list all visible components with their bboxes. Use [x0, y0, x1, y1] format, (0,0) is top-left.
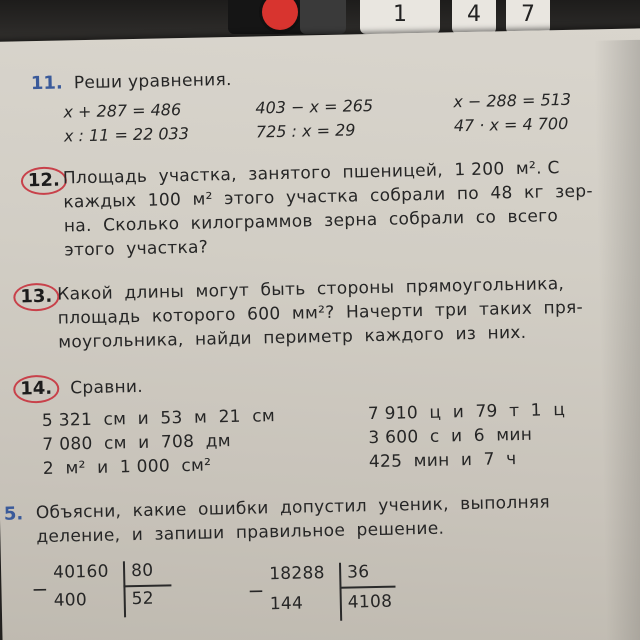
minus-sign: − — [31, 576, 49, 602]
text-line: Площадь участка, занятого пшеницей, 1 200 м². С — [62, 158, 560, 189]
exercise-15 — [4, 503, 24, 524]
calculator-key-4: 4 — [452, 0, 496, 34]
equation: x : 11 = 22 033 — [63, 123, 190, 146]
text-line: деление, и запиши правильное решение. — [36, 518, 445, 548]
equation: x − 288 = 513 — [453, 89, 572, 112]
exercise-number: 12. — [21, 166, 67, 195]
text-line: Объясни, какие ошибки допустил ученик, выполняя — [35, 492, 551, 524]
exercise-title: Сравни. — [70, 376, 144, 399]
divisor: 36 — [346, 562, 370, 583]
equation: 725 : x = 29 — [255, 120, 356, 142]
exercise-number: 13. — [13, 283, 59, 312]
text-line: этого участка? — [64, 237, 209, 261]
exercise-title: Реши уравнения. — [73, 69, 232, 94]
exercise-14 — [13, 373, 143, 404]
calculator-key — [300, 0, 346, 34]
minus-sign: − — [247, 578, 265, 603]
division-bar — [339, 563, 342, 621]
compare-item: 2 м² и 1 000 см² — [42, 455, 212, 479]
equation: 403 − x = 265 — [255, 95, 374, 118]
divisor: 80 — [130, 560, 154, 582]
long-division-2 — [247, 561, 408, 634]
calculator-key-7: 7 — [506, 0, 550, 34]
exercise-13 — [13, 283, 59, 312]
exercise-12 — [21, 166, 67, 195]
calculator-key-1: 1 — [360, 0, 440, 34]
compare-item: 425 мин и 7 ч — [368, 449, 517, 473]
subtrahend: 144 — [269, 593, 304, 615]
quotient: 4108 — [347, 591, 393, 613]
equation: 47 · x = 4 700 — [453, 113, 569, 136]
dividend: 40160 — [52, 561, 109, 583]
exercise-number: 5. — [3, 503, 24, 525]
compare-item: 7 080 см и 708 дм — [42, 431, 232, 455]
compare-item: 3 600 с и 6 мин — [368, 424, 533, 449]
long-division-1 — [31, 560, 182, 633]
compare-item: 5 321 см и 53 м 21 см — [41, 406, 276, 431]
dividend: 18288 — [268, 563, 325, 585]
exercise-number: 14. — [13, 375, 59, 404]
subtrahend: 400 — [53, 590, 88, 611]
division-bar — [123, 561, 126, 617]
division-bar — [339, 586, 395, 589]
text-line: моугольника, найди периметр каждого из них. — [58, 322, 527, 353]
textbook-page — [0, 28, 640, 640]
quotient: 52 — [131, 588, 155, 610]
text-line: Какой длины могут быть стороны прямоугольника, — [57, 274, 565, 305]
exercise-11 — [31, 69, 232, 94]
equation: x + 287 = 486 — [63, 100, 182, 122]
text-line: каждых 100 м² этого участка собрали по 48 кг зер- — [63, 181, 594, 213]
compare-item: 7 910 ц и 79 т 1 ц — [367, 400, 566, 425]
exercise-number: 11. — [30, 72, 63, 95]
text-line: на. Сколько килограммов зерна собрали со всего — [63, 206, 559, 237]
text-line: площадь которого 600 мм²? Начерти три таких пря- — [57, 297, 584, 329]
division-bar — [123, 584, 171, 587]
